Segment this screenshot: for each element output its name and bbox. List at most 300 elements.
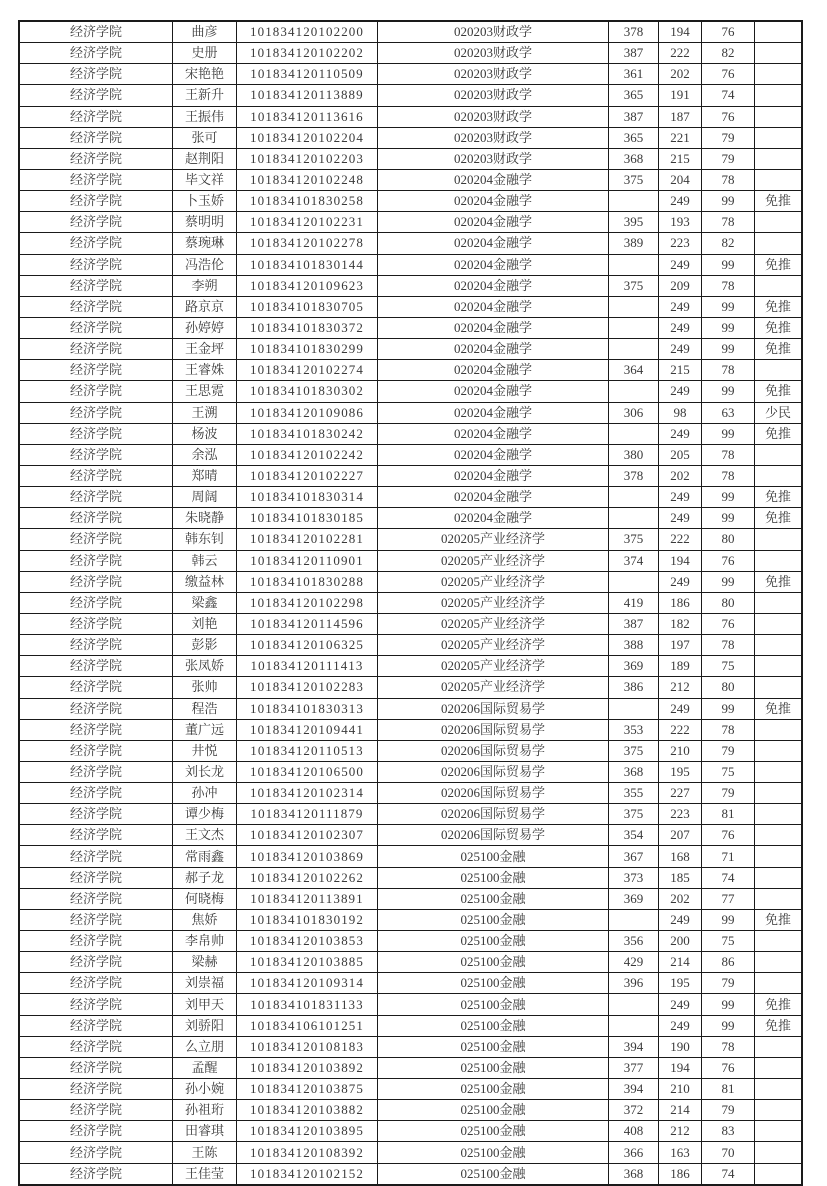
cell-retest-score: 202 [659, 465, 702, 486]
table-row [19, 106, 802, 127]
cell-student-name: 王佳莹 [173, 1163, 237, 1185]
cell-note: 免推 [755, 909, 803, 930]
cell-note: 免推 [755, 381, 803, 402]
cell-note [755, 64, 803, 85]
cell-student-id: 101834120106325 [237, 635, 378, 656]
table-row [19, 43, 802, 64]
cell-retest-score: 189 [659, 656, 702, 677]
cell-total-score: 74 [702, 867, 755, 888]
cell-total-score: 75 [702, 761, 755, 782]
cell-college: 经济学院 [19, 212, 173, 233]
table-row [19, 550, 802, 571]
cell-major: 020206国际贸易学 [378, 825, 609, 846]
table-row [19, 973, 802, 994]
cell-note [755, 85, 803, 106]
cell-total-score: 99 [702, 317, 755, 338]
cell-major: 025100金融 [378, 931, 609, 952]
cell-college: 经济学院 [19, 275, 173, 296]
cell-college: 经济学院 [19, 381, 173, 402]
cell-total-score: 76 [702, 825, 755, 846]
cell-initial-score: 375 [609, 804, 659, 825]
cell-note: 免推 [755, 423, 803, 444]
cell-retest-score: 210 [659, 1079, 702, 1100]
cell-total-score: 99 [702, 487, 755, 508]
cell-major: 020206国际贸易学 [378, 804, 609, 825]
cell-student-id: 101834120109314 [237, 973, 378, 994]
cell-total-score: 75 [702, 656, 755, 677]
table-row [19, 212, 802, 233]
cell-college: 经济学院 [19, 529, 173, 550]
cell-total-score: 76 [702, 64, 755, 85]
cell-student-id: 101834120102242 [237, 444, 378, 465]
cell-total-score: 78 [702, 465, 755, 486]
cell-student-id: 101834120108392 [237, 1142, 378, 1163]
cell-initial-score: 375 [609, 740, 659, 761]
cell-major: 020206国际贸易学 [378, 740, 609, 761]
cell-student-name: 李帛帅 [173, 931, 237, 952]
cell-note: 免推 [755, 698, 803, 719]
cell-total-score: 99 [702, 994, 755, 1015]
cell-major: 020205产业经济学 [378, 592, 609, 613]
table-row [19, 952, 802, 973]
cell-initial-score: 386 [609, 677, 659, 698]
table-row [19, 677, 802, 698]
cell-retest-score: 205 [659, 444, 702, 465]
cell-major: 020204金融学 [378, 191, 609, 212]
cell-retest-score: 249 [659, 339, 702, 360]
cell-retest-score: 221 [659, 127, 702, 148]
cell-student-id: 101834101830192 [237, 909, 378, 930]
cell-initial-score: 306 [609, 402, 659, 423]
cell-initial-score: 419 [609, 592, 659, 613]
cell-retest-score: 168 [659, 846, 702, 867]
table-row [19, 444, 802, 465]
table-row [19, 339, 802, 360]
cell-total-score: 76 [702, 550, 755, 571]
cell-student-id: 101834120113889 [237, 85, 378, 106]
cell-student-name: 张可 [173, 127, 237, 148]
cell-college: 经济学院 [19, 1036, 173, 1057]
cell-note [755, 1100, 803, 1121]
cell-initial-score [609, 423, 659, 444]
cell-note [755, 529, 803, 550]
cell-student-id: 101834101830185 [237, 508, 378, 529]
cell-student-name: 么立朋 [173, 1036, 237, 1057]
cell-student-id: 101834120102231 [237, 212, 378, 233]
cell-retest-score: 194 [659, 1057, 702, 1078]
cell-note [755, 550, 803, 571]
cell-note [755, 127, 803, 148]
cell-major: 020204金融学 [378, 444, 609, 465]
cell-initial-score [609, 339, 659, 360]
cell-retest-score: 212 [659, 1121, 702, 1142]
cell-student-id: 101834101830372 [237, 317, 378, 338]
cell-student-id: 101834120103853 [237, 931, 378, 952]
cell-note [755, 21, 803, 43]
cell-student-id: 101834120102307 [237, 825, 378, 846]
cell-note: 免推 [755, 317, 803, 338]
cell-initial-score: 387 [609, 43, 659, 64]
cell-student-id: 101834120102152 [237, 1163, 378, 1185]
cell-initial-score [609, 698, 659, 719]
cell-college: 经济学院 [19, 1079, 173, 1100]
cell-total-score: 78 [702, 212, 755, 233]
cell-college: 经济学院 [19, 487, 173, 508]
cell-initial-score: 372 [609, 1100, 659, 1121]
cell-initial-score: 380 [609, 444, 659, 465]
cell-student-name: 余泓 [173, 444, 237, 465]
cell-student-id: 101834120110901 [237, 550, 378, 571]
cell-retest-score: 249 [659, 994, 702, 1015]
cell-retest-score: 249 [659, 698, 702, 719]
table-row [19, 613, 802, 634]
cell-note [755, 592, 803, 613]
cell-college: 经济学院 [19, 191, 173, 212]
table-row [19, 1057, 802, 1078]
cell-total-score: 79 [702, 148, 755, 169]
cell-total-score: 82 [702, 43, 755, 64]
cell-initial-score: 394 [609, 1079, 659, 1100]
cell-college: 经济学院 [19, 635, 173, 656]
cell-note [755, 1036, 803, 1057]
admission-list-table [18, 20, 803, 1186]
cell-student-name: 王金坪 [173, 339, 237, 360]
table-row [19, 296, 802, 317]
cell-student-id: 101834120113891 [237, 888, 378, 909]
table-row [19, 465, 802, 486]
cell-student-name: 孟醒 [173, 1057, 237, 1078]
cell-college: 经济学院 [19, 296, 173, 317]
cell-student-name: 焦娇 [173, 909, 237, 930]
cell-initial-score [609, 487, 659, 508]
cell-student-id: 101834101830144 [237, 254, 378, 275]
cell-student-id: 101834101830299 [237, 339, 378, 360]
cell-total-score: 75 [702, 931, 755, 952]
cell-student-name: 王陈 [173, 1142, 237, 1163]
cell-student-id: 101834101830258 [237, 191, 378, 212]
cell-student-name: 刘骄阳 [173, 1015, 237, 1036]
cell-student-id: 101834120102314 [237, 783, 378, 804]
cell-student-name: 井悦 [173, 740, 237, 761]
cell-initial-score: 429 [609, 952, 659, 973]
cell-student-id: 101834120109623 [237, 275, 378, 296]
table-row [19, 1121, 802, 1142]
cell-initial-score: 375 [609, 169, 659, 190]
cell-college: 经济学院 [19, 465, 173, 486]
cell-student-name: 蔡明明 [173, 212, 237, 233]
cell-student-name: 毕文祥 [173, 169, 237, 190]
cell-initial-score: 365 [609, 85, 659, 106]
cell-student-id: 101834101830242 [237, 423, 378, 444]
cell-total-score: 99 [702, 571, 755, 592]
table-row [19, 148, 802, 169]
table-row [19, 233, 802, 254]
cell-note [755, 804, 803, 825]
cell-major: 020205产业经济学 [378, 656, 609, 677]
cell-college: 经济学院 [19, 402, 173, 423]
cell-initial-score: 366 [609, 1142, 659, 1163]
cell-initial-score: 389 [609, 233, 659, 254]
cell-college: 经济学院 [19, 846, 173, 867]
cell-note: 免推 [755, 191, 803, 212]
cell-note [755, 212, 803, 233]
cell-retest-score: 249 [659, 254, 702, 275]
cell-major: 025100金融 [378, 994, 609, 1015]
cell-college: 经济学院 [19, 360, 173, 381]
table-row [19, 931, 802, 952]
cell-total-score: 76 [702, 21, 755, 43]
cell-initial-score: 375 [609, 275, 659, 296]
cell-total-score: 77 [702, 888, 755, 909]
cell-total-score: 83 [702, 1121, 755, 1142]
cell-student-name: 孙小婉 [173, 1079, 237, 1100]
cell-total-score: 78 [702, 360, 755, 381]
cell-retest-score: 249 [659, 909, 702, 930]
cell-total-score: 99 [702, 339, 755, 360]
cell-college: 经济学院 [19, 233, 173, 254]
cell-major: 020205产业经济学 [378, 677, 609, 698]
cell-total-score: 76 [702, 106, 755, 127]
cell-college: 经济学院 [19, 1015, 173, 1036]
cell-student-name: 梁赫 [173, 952, 237, 973]
table-row [19, 909, 802, 930]
cell-student-id: 101834120110509 [237, 64, 378, 85]
cell-initial-score: 368 [609, 148, 659, 169]
cell-major: 020204金融学 [378, 296, 609, 317]
table-row [19, 1163, 802, 1185]
cell-total-score: 78 [702, 169, 755, 190]
cell-total-score: 82 [702, 233, 755, 254]
table-row [19, 64, 802, 85]
cell-note [755, 1121, 803, 1142]
cell-college: 经济学院 [19, 825, 173, 846]
cell-note [755, 43, 803, 64]
table-row [19, 571, 802, 592]
table-row [19, 508, 802, 529]
cell-major: 020205产业经济学 [378, 635, 609, 656]
cell-college: 经济学院 [19, 761, 173, 782]
cell-student-id: 101834120102202 [237, 43, 378, 64]
cell-total-score: 78 [702, 275, 755, 296]
cell-student-id: 101834120111413 [237, 656, 378, 677]
table-row [19, 804, 802, 825]
table-row [19, 635, 802, 656]
cell-retest-score: 212 [659, 677, 702, 698]
cell-college: 经济学院 [19, 909, 173, 930]
cell-student-id: 101834120109441 [237, 719, 378, 740]
cell-major: 020204金融学 [378, 487, 609, 508]
table-row [19, 994, 802, 1015]
cell-college: 经济学院 [19, 339, 173, 360]
cell-initial-score: 367 [609, 846, 659, 867]
cell-total-score: 86 [702, 952, 755, 973]
cell-total-score: 76 [702, 1057, 755, 1078]
cell-college: 经济学院 [19, 1100, 173, 1121]
cell-note [755, 888, 803, 909]
cell-college: 经济学院 [19, 317, 173, 338]
cell-student-id: 101834120110513 [237, 740, 378, 761]
cell-initial-score: 387 [609, 106, 659, 127]
cell-retest-score: 214 [659, 952, 702, 973]
cell-retest-score: 204 [659, 169, 702, 190]
cell-student-name: 董广远 [173, 719, 237, 740]
cell-student-id: 101834120114596 [237, 613, 378, 634]
cell-major: 020204金融学 [378, 381, 609, 402]
cell-retest-score: 249 [659, 487, 702, 508]
cell-retest-score: 222 [659, 529, 702, 550]
cell-student-id: 101834120102227 [237, 465, 378, 486]
cell-note [755, 465, 803, 486]
table-row [19, 381, 802, 402]
cell-note: 免推 [755, 1015, 803, 1036]
cell-student-id: 101834120103885 [237, 952, 378, 973]
cell-total-score: 80 [702, 592, 755, 613]
cell-retest-score: 190 [659, 1036, 702, 1057]
cell-initial-score: 369 [609, 656, 659, 677]
cell-student-id: 101834120102283 [237, 677, 378, 698]
cell-initial-score: 377 [609, 1057, 659, 1078]
cell-retest-score: 214 [659, 1100, 702, 1121]
table-row [19, 719, 802, 740]
cell-student-name: 李朔 [173, 275, 237, 296]
cell-student-name: 梁鑫 [173, 592, 237, 613]
cell-retest-score: 207 [659, 825, 702, 846]
cell-retest-score: 185 [659, 867, 702, 888]
cell-total-score: 81 [702, 1079, 755, 1100]
cell-total-score: 99 [702, 191, 755, 212]
cell-college: 经济学院 [19, 571, 173, 592]
cell-note [755, 444, 803, 465]
cell-major: 020204金融学 [378, 169, 609, 190]
cell-note: 免推 [755, 508, 803, 529]
cell-college: 经济学院 [19, 21, 173, 43]
cell-retest-score: 200 [659, 931, 702, 952]
cell-retest-score: 215 [659, 360, 702, 381]
cell-college: 经济学院 [19, 740, 173, 761]
table-row [19, 1100, 802, 1121]
cell-student-id: 101834120103882 [237, 1100, 378, 1121]
cell-major: 020203财政学 [378, 85, 609, 106]
table-row [19, 191, 802, 212]
cell-retest-score: 249 [659, 508, 702, 529]
cell-total-score: 79 [702, 1100, 755, 1121]
cell-initial-score [609, 994, 659, 1015]
cell-student-name: 王睿姝 [173, 360, 237, 381]
cell-student-id: 101834120102248 [237, 169, 378, 190]
cell-total-score: 99 [702, 254, 755, 275]
cell-major: 025100金融 [378, 1100, 609, 1121]
table-row [19, 783, 802, 804]
table-row [19, 1015, 802, 1036]
table-row [19, 85, 802, 106]
cell-student-id: 101834101831133 [237, 994, 378, 1015]
table-row [19, 1142, 802, 1163]
cell-retest-score: 249 [659, 423, 702, 444]
cell-major: 020205产业经济学 [378, 613, 609, 634]
cell-major: 020203财政学 [378, 64, 609, 85]
admission-table-body [19, 21, 802, 1185]
cell-student-name: 张凤娇 [173, 656, 237, 677]
cell-note [755, 677, 803, 698]
cell-student-name: 刘崇福 [173, 973, 237, 994]
cell-retest-score: 249 [659, 296, 702, 317]
cell-student-name: 刘长龙 [173, 761, 237, 782]
cell-major: 025100金融 [378, 888, 609, 909]
cell-total-score: 79 [702, 740, 755, 761]
cell-college: 经济学院 [19, 1163, 173, 1185]
cell-total-score: 70 [702, 1142, 755, 1163]
cell-initial-score: 361 [609, 64, 659, 85]
table-row [19, 529, 802, 550]
cell-retest-score: 195 [659, 973, 702, 994]
cell-student-id: 101834120103892 [237, 1057, 378, 1078]
cell-retest-score: 98 [659, 402, 702, 423]
cell-major: 020206国际贸易学 [378, 698, 609, 719]
cell-college: 经济学院 [19, 1142, 173, 1163]
cell-initial-score: 375 [609, 529, 659, 550]
cell-total-score: 99 [702, 381, 755, 402]
table-row [19, 698, 802, 719]
cell-student-id: 101834120102262 [237, 867, 378, 888]
cell-note [755, 656, 803, 677]
cell-major: 020205产业经济学 [378, 529, 609, 550]
cell-student-name: 张帅 [173, 677, 237, 698]
cell-major: 020204金融学 [378, 423, 609, 444]
cell-college: 经济学院 [19, 1121, 173, 1142]
table-row [19, 275, 802, 296]
cell-retest-score: 202 [659, 64, 702, 85]
cell-student-id: 101834101830705 [237, 296, 378, 317]
cell-note [755, 783, 803, 804]
cell-total-score: 76 [702, 613, 755, 634]
cell-college: 经济学院 [19, 254, 173, 275]
cell-college: 经济学院 [19, 952, 173, 973]
cell-retest-score: 227 [659, 783, 702, 804]
cell-retest-score: 209 [659, 275, 702, 296]
cell-college: 经济学院 [19, 719, 173, 740]
cell-note: 免推 [755, 487, 803, 508]
cell-student-id: 101834120103895 [237, 1121, 378, 1142]
cell-retest-score: 186 [659, 592, 702, 613]
cell-total-score: 99 [702, 909, 755, 930]
cell-student-name: 何晓梅 [173, 888, 237, 909]
cell-initial-score [609, 191, 659, 212]
table-row [19, 254, 802, 275]
table-row [19, 402, 802, 423]
cell-student-id: 101834120103875 [237, 1079, 378, 1100]
cell-student-name: 王新升 [173, 85, 237, 106]
cell-retest-score: 249 [659, 191, 702, 212]
cell-student-name: 卜玉娇 [173, 191, 237, 212]
cell-student-name: 朱晓静 [173, 508, 237, 529]
cell-initial-score: 355 [609, 783, 659, 804]
cell-major: 020205产业经济学 [378, 550, 609, 571]
cell-student-name: 韩云 [173, 550, 237, 571]
cell-student-id: 101834101830302 [237, 381, 378, 402]
cell-total-score: 81 [702, 804, 755, 825]
cell-student-name: 周阔 [173, 487, 237, 508]
cell-college: 经济学院 [19, 783, 173, 804]
cell-initial-score: 368 [609, 761, 659, 782]
cell-college: 经济学院 [19, 169, 173, 190]
cell-retest-score: 195 [659, 761, 702, 782]
cell-student-name: 郑晴 [173, 465, 237, 486]
cell-initial-score [609, 1015, 659, 1036]
cell-retest-score: 249 [659, 1015, 702, 1036]
cell-major: 025100金融 [378, 909, 609, 930]
table-row [19, 740, 802, 761]
cell-major: 025100金融 [378, 867, 609, 888]
